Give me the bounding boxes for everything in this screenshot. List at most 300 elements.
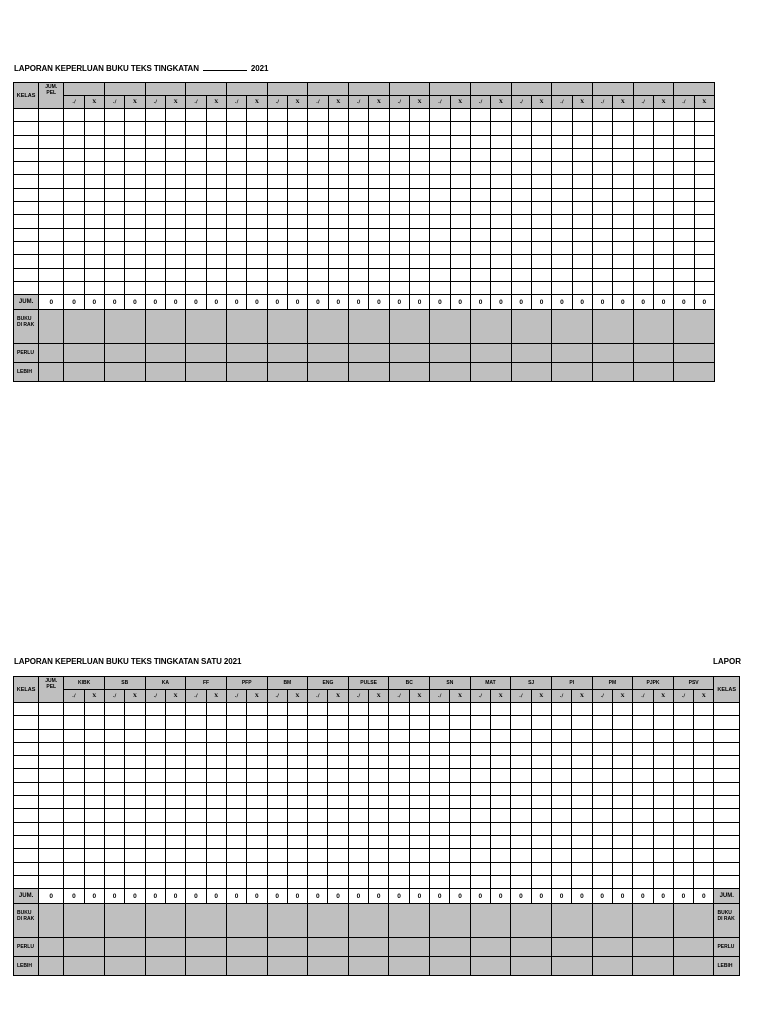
summary-cell xyxy=(39,938,64,957)
entry-cell xyxy=(572,135,592,148)
entry-cell xyxy=(572,703,592,716)
entry-cell xyxy=(430,862,450,875)
entry-cell xyxy=(409,703,429,716)
entry-cell xyxy=(511,756,531,769)
entry-cell xyxy=(165,756,185,769)
entry-cell xyxy=(572,875,592,888)
entry-cell xyxy=(450,716,470,729)
entry-cell xyxy=(348,703,368,716)
entry-cell xyxy=(104,716,124,729)
entry-cell xyxy=(206,782,226,795)
entry-cell xyxy=(206,268,226,281)
entry-cell xyxy=(247,109,267,122)
perlu-label-right: PERLU xyxy=(714,938,740,957)
entry-cell xyxy=(14,109,39,122)
entry-cell xyxy=(470,148,490,161)
entry-cell xyxy=(673,875,693,888)
entry-cell xyxy=(531,202,551,215)
entry-cell xyxy=(125,148,145,161)
entry-cell xyxy=(287,148,307,161)
entry-cell xyxy=(145,835,165,848)
entry-cell xyxy=(308,215,328,228)
summary-cell xyxy=(592,344,633,363)
entry-cell xyxy=(430,809,450,822)
entry-cell xyxy=(348,716,368,729)
total-cell: 0 xyxy=(125,295,145,310)
entry-cell xyxy=(633,175,653,188)
buku-di-rak-label-right: BUKU DI RAK xyxy=(714,904,740,938)
entry-cell xyxy=(531,849,551,862)
entry-cell xyxy=(64,228,84,241)
entry-cell xyxy=(287,796,307,809)
entry-cell xyxy=(653,122,673,135)
entry-cell xyxy=(592,268,612,281)
entry-cell xyxy=(206,835,226,848)
buku-di-rak-label: BUKU DI RAK xyxy=(14,904,39,938)
lebih-row xyxy=(14,363,715,382)
entry-cell xyxy=(389,268,409,281)
entry-cell xyxy=(206,188,226,201)
entry-cell xyxy=(165,835,185,848)
entry-cell xyxy=(145,742,165,755)
entry-cell xyxy=(186,756,206,769)
cross-mark-header: X xyxy=(531,690,551,703)
check-mark-header: ./ xyxy=(64,690,84,703)
entry-cell xyxy=(267,862,287,875)
subject-header: PI xyxy=(551,677,592,690)
entry-cell xyxy=(247,809,267,822)
entry-cell xyxy=(430,202,450,215)
entry-cell xyxy=(39,875,64,888)
entry-cell xyxy=(348,849,368,862)
entry-cell xyxy=(348,875,368,888)
entry-cell xyxy=(633,148,653,161)
summary-cell xyxy=(592,938,633,957)
entry-cell xyxy=(14,782,39,795)
summary-cell xyxy=(267,957,308,976)
entry-cell xyxy=(430,769,450,782)
entry-cell xyxy=(14,796,39,809)
entry-cell xyxy=(247,228,267,241)
entry-cell xyxy=(714,769,740,782)
entry-cell xyxy=(165,255,185,268)
entry-cell xyxy=(470,862,490,875)
entry-cell xyxy=(206,849,226,862)
entry-cell xyxy=(308,228,328,241)
cross-mark-header: X xyxy=(369,96,389,109)
summary-cell xyxy=(145,363,186,382)
entry-cell xyxy=(39,122,64,135)
entry-cell xyxy=(674,268,694,281)
entry-cell xyxy=(572,175,592,188)
entry-cell xyxy=(369,268,389,281)
entry-cell xyxy=(226,729,246,742)
summary-cell xyxy=(511,363,552,382)
entry-cell xyxy=(186,729,206,742)
entry-cell xyxy=(633,255,653,268)
entry-cell xyxy=(430,703,450,716)
entry-cell xyxy=(14,875,39,888)
entry-cell xyxy=(491,729,511,742)
entry-cell xyxy=(14,716,39,729)
entry-cell xyxy=(491,716,511,729)
entry-cell xyxy=(369,875,389,888)
entry-cell xyxy=(369,148,389,161)
entry-cell xyxy=(470,175,490,188)
entry-cell xyxy=(470,716,490,729)
summary-cell xyxy=(64,310,105,344)
subject-header xyxy=(145,83,186,96)
entry-cell xyxy=(450,268,470,281)
entry-cell xyxy=(39,769,64,782)
table-row xyxy=(14,742,740,755)
entry-cell xyxy=(104,822,124,835)
total-cell: 0 xyxy=(64,889,84,904)
entry-cell xyxy=(430,796,450,809)
total-cell: 0 xyxy=(186,889,206,904)
summary-cell xyxy=(39,344,64,363)
entry-cell xyxy=(348,782,368,795)
entry-cell xyxy=(491,109,511,122)
subject-header: SJ xyxy=(511,677,552,690)
entry-cell xyxy=(450,822,470,835)
entry-cell xyxy=(104,769,124,782)
entry-cell xyxy=(612,822,632,835)
entry-cell xyxy=(409,202,429,215)
entry-cell xyxy=(186,822,206,835)
entry-cell xyxy=(673,796,693,809)
entry-cell xyxy=(653,255,673,268)
entry-cell xyxy=(206,796,226,809)
entry-cell xyxy=(450,135,470,148)
entry-cell xyxy=(328,782,348,795)
entry-cell xyxy=(694,875,714,888)
check-mark-header: ./ xyxy=(64,96,84,109)
lebih-label: LEBIH xyxy=(14,363,39,382)
entry-cell xyxy=(409,255,429,268)
entry-cell xyxy=(551,756,571,769)
total-cell: 0 xyxy=(653,889,673,904)
summary-cell xyxy=(267,363,308,382)
entry-cell xyxy=(491,281,511,294)
entry-cell xyxy=(308,862,328,875)
cross-mark-header: X xyxy=(247,96,267,109)
entry-cell xyxy=(409,729,429,742)
table-row xyxy=(14,729,740,742)
entry-cell xyxy=(308,268,328,281)
entry-cell xyxy=(206,809,226,822)
entry-cell xyxy=(633,268,653,281)
entry-cell xyxy=(592,809,612,822)
summary-cell xyxy=(511,938,552,957)
entry-cell xyxy=(572,835,592,848)
total-cell: 0 xyxy=(674,295,694,310)
entry-cell xyxy=(572,109,592,122)
subject-header xyxy=(226,83,267,96)
entry-cell xyxy=(84,228,104,241)
entry-cell xyxy=(673,769,693,782)
entry-cell xyxy=(450,809,470,822)
entry-cell xyxy=(104,875,124,888)
summary-cell xyxy=(552,310,593,344)
entry-cell xyxy=(674,135,694,148)
entry-cell xyxy=(64,875,84,888)
table-row xyxy=(14,809,740,822)
entry-cell xyxy=(613,268,633,281)
subject-header xyxy=(511,83,552,96)
entry-cell xyxy=(105,202,125,215)
entry-cell xyxy=(694,809,714,822)
entry-cell xyxy=(470,215,490,228)
mark-header-row xyxy=(14,96,715,109)
entry-cell xyxy=(125,809,145,822)
entry-cell xyxy=(328,135,348,148)
entry-cell xyxy=(592,281,612,294)
entry-cell xyxy=(531,796,551,809)
entry-cell xyxy=(328,241,348,254)
entry-cell xyxy=(389,241,409,254)
total-cell: 0 xyxy=(39,889,64,904)
entry-cell xyxy=(186,255,206,268)
summary-cell xyxy=(308,363,349,382)
entry-cell xyxy=(14,228,39,241)
entry-cell xyxy=(14,769,39,782)
entry-cell xyxy=(206,162,226,175)
entry-cell xyxy=(613,255,633,268)
entry-cell xyxy=(14,729,39,742)
entry-cell xyxy=(104,703,124,716)
entry-cell xyxy=(145,122,165,135)
entry-cell xyxy=(409,268,429,281)
entry-cell xyxy=(369,756,389,769)
entry-cell xyxy=(206,729,226,742)
summary-cell xyxy=(674,344,715,363)
entry-cell xyxy=(430,875,450,888)
entry-cell xyxy=(694,849,714,862)
entry-cell xyxy=(39,809,64,822)
entry-cell xyxy=(308,188,328,201)
entry-cell xyxy=(389,228,409,241)
cross-mark-header: X xyxy=(369,690,389,703)
entry-cell xyxy=(470,188,490,201)
cross-mark-header: X xyxy=(287,690,307,703)
entry-cell xyxy=(247,822,267,835)
entry-cell xyxy=(308,162,328,175)
entry-cell xyxy=(511,228,531,241)
entry-cell xyxy=(389,809,409,822)
entry-cell xyxy=(612,769,632,782)
entry-cell xyxy=(125,769,145,782)
entry-cell xyxy=(348,215,368,228)
summary-cell xyxy=(226,363,267,382)
report1-title xyxy=(14,63,268,73)
total-cell: 0 xyxy=(491,889,511,904)
entry-cell xyxy=(592,188,612,201)
entry-cell xyxy=(674,215,694,228)
entry-cell xyxy=(612,796,632,809)
entry-cell xyxy=(674,202,694,215)
entry-cell xyxy=(389,162,409,175)
total-cell: 0 xyxy=(551,889,571,904)
entry-cell xyxy=(470,809,490,822)
entry-cell xyxy=(551,849,571,862)
entry-cell xyxy=(84,241,104,254)
entry-cell xyxy=(531,822,551,835)
entry-cell xyxy=(145,202,165,215)
entry-cell xyxy=(491,188,511,201)
entry-cell xyxy=(491,875,511,888)
entry-cell xyxy=(105,135,125,148)
check-mark-header: ./ xyxy=(592,96,612,109)
cross-mark-header: X xyxy=(572,690,592,703)
entry-cell xyxy=(14,756,39,769)
summary-cell xyxy=(104,957,145,976)
entry-cell xyxy=(348,135,368,148)
total-cell: 0 xyxy=(531,295,551,310)
perlu-row xyxy=(14,938,740,957)
header-row xyxy=(14,83,715,96)
entry-cell xyxy=(409,215,429,228)
entry-cell xyxy=(39,215,64,228)
entry-cell xyxy=(531,255,551,268)
entry-cell xyxy=(511,849,531,862)
entry-cell xyxy=(531,809,551,822)
entry-cell xyxy=(84,109,104,122)
entry-cell xyxy=(694,202,714,215)
entry-cell xyxy=(470,782,490,795)
subject-header xyxy=(64,83,105,96)
entry-cell xyxy=(714,782,740,795)
entry-cell xyxy=(84,809,104,822)
summary-cell xyxy=(267,344,308,363)
entry-cell xyxy=(572,769,592,782)
entry-cell xyxy=(511,769,531,782)
entry-cell xyxy=(186,835,206,848)
summary-cell xyxy=(64,957,105,976)
entry-cell xyxy=(653,188,673,201)
entry-cell xyxy=(84,822,104,835)
entry-cell xyxy=(267,228,287,241)
total-cell: 0 xyxy=(572,295,592,310)
summary-cell xyxy=(64,344,105,363)
entry-cell xyxy=(653,756,673,769)
entry-cell xyxy=(165,109,185,122)
entry-cell xyxy=(430,756,450,769)
entry-cell xyxy=(389,135,409,148)
total-cell: 0 xyxy=(267,295,287,310)
entry-cell xyxy=(64,782,84,795)
entry-cell xyxy=(267,162,287,175)
entry-cell xyxy=(694,255,714,268)
entry-cell xyxy=(653,175,673,188)
buku-row xyxy=(14,310,715,344)
entry-cell xyxy=(369,703,389,716)
entry-cell xyxy=(287,822,307,835)
entry-cell xyxy=(105,122,125,135)
entry-cell xyxy=(267,202,287,215)
entry-cell xyxy=(267,135,287,148)
summary-cell xyxy=(186,904,227,938)
entry-cell xyxy=(226,215,246,228)
entry-cell xyxy=(673,849,693,862)
entry-cell xyxy=(653,281,673,294)
summary-cell xyxy=(673,957,714,976)
summary-cell xyxy=(592,363,633,382)
entry-cell xyxy=(592,703,612,716)
entry-cell xyxy=(592,862,612,875)
total-cell: 0 xyxy=(531,889,551,904)
entry-cell xyxy=(328,716,348,729)
jum-label-right: JUM. xyxy=(714,889,740,904)
check-mark-header: ./ xyxy=(389,690,409,703)
entry-cell xyxy=(633,756,653,769)
entry-cell xyxy=(450,255,470,268)
entry-cell xyxy=(694,175,714,188)
entry-cell xyxy=(409,109,429,122)
entry-cell xyxy=(226,175,246,188)
entry-cell xyxy=(328,809,348,822)
entry-cell xyxy=(674,162,694,175)
entry-cell xyxy=(430,148,450,161)
report1-title-prefix: LAPORAN KEPERLUAN BUKU TEKS TINGKATAN xyxy=(14,64,199,73)
entry-cell xyxy=(714,796,740,809)
jum-pel-header: JUM. PEL xyxy=(39,83,64,109)
lebih-row xyxy=(14,957,740,976)
entry-cell xyxy=(247,796,267,809)
entry-cell xyxy=(328,175,348,188)
check-mark-header: ./ xyxy=(633,96,653,109)
jum-row xyxy=(14,295,715,310)
entry-cell xyxy=(14,849,39,862)
entry-cell xyxy=(64,716,84,729)
entry-cell xyxy=(14,822,39,835)
entry-cell xyxy=(186,281,206,294)
entry-cell xyxy=(430,162,450,175)
entry-cell xyxy=(430,822,450,835)
entry-cell xyxy=(531,162,551,175)
entry-cell xyxy=(348,796,368,809)
summary-cell xyxy=(552,344,593,363)
entry-cell xyxy=(186,202,206,215)
entry-cell xyxy=(450,162,470,175)
entry-cell xyxy=(409,281,429,294)
entry-cell xyxy=(247,862,267,875)
check-mark-header: ./ xyxy=(145,96,165,109)
entry-cell xyxy=(612,835,632,848)
entry-cell xyxy=(226,716,246,729)
entry-cell xyxy=(531,281,551,294)
entry-cell xyxy=(348,122,368,135)
table-row xyxy=(14,148,715,161)
entry-cell xyxy=(165,122,185,135)
entry-cell xyxy=(14,862,39,875)
entry-cell xyxy=(145,822,165,835)
entry-cell xyxy=(145,228,165,241)
entry-cell xyxy=(531,742,551,755)
entry-cell xyxy=(308,135,328,148)
entry-cell xyxy=(694,188,714,201)
entry-cell xyxy=(226,268,246,281)
table-row xyxy=(14,716,740,729)
entry-cell xyxy=(694,148,714,161)
summary-cell xyxy=(511,310,552,344)
entry-cell xyxy=(531,782,551,795)
entry-cell xyxy=(186,135,206,148)
entry-cell xyxy=(247,148,267,161)
entry-cell xyxy=(308,255,328,268)
entry-cell xyxy=(592,122,612,135)
entry-cell xyxy=(125,835,145,848)
